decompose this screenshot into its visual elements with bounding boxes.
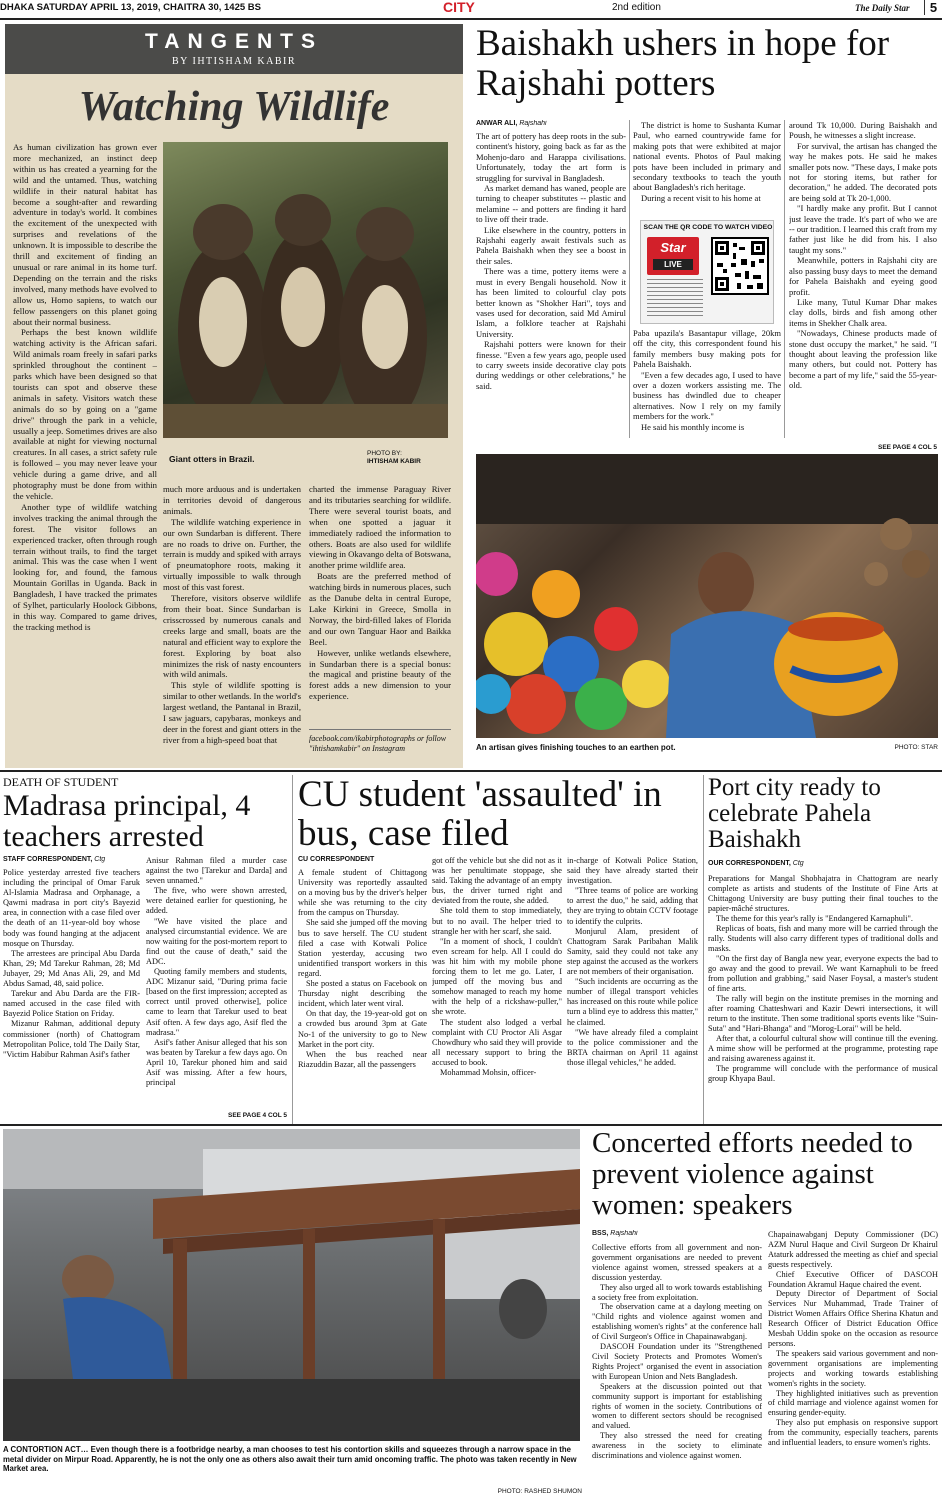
paragraph: However, unlike wetlands elsewhere, in Sundarban there is a special bonus: the magical and pristine beauty of the forest adds a new dimension to your experience.: [309, 647, 451, 702]
artisan-credit: PHOTO: STAR: [894, 744, 938, 751]
contortion-illustration: [3, 1129, 580, 1441]
paragraph: The student also lodged a verbal complaint with CU Proctor Ali Asgar Chowdhury who said they will provide all necessary support to bring the accused to book.: [432, 1017, 562, 1067]
page-number: 5: [924, 0, 942, 15]
baishakh-headline: Baishakh ushers in hope for Rajshahi potters: [476, 24, 890, 104]
tangents-byline: BY IHTISHAM KABIR: [171, 56, 297, 67]
baishakh-col2-top: [633, 120, 781, 216]
madrasa-kicker: DEATH OF STUDENT: [3, 775, 119, 789]
qr-title: SCAN THE QR CODE TO WATCH VIDEO: [643, 224, 773, 231]
paragraph: There was a time, pottery items were a must in every Bengali household. Now it has been limited to colourful clay pots better known as "Shokher Hari", toys and vases used for decoration, said Md Amirul Islam, a folklore teacher at Rajshahi University.: [476, 266, 626, 339]
paragraph: This style of wildlife spotting is similar to other wetlands. In the world's largest wetland, the Pantanal in Brazil, I saw jaguars, capybaras, monkeys and deer in the forest and giant otters in the river from a high-speed boat that: [163, 680, 301, 745]
otters-credit-name: IHTISHAM KABIR: [367, 458, 421, 465]
byline-place: Rajshahi: [519, 120, 547, 127]
cu-col1: [298, 868, 427, 1126]
paragraph: She told them to stop immediately, but to no avail. The helper tried to strangle her with her scarf, she said.: [432, 906, 562, 936]
paragraph: As human civilization has grown ever more mechanized, an instinct deep within us has created a yearning for the wild and the untamed. Thus, watching wildlife in their natural habitat has become a sought-after and rewarding adventure in today's world. It combines the excitement of the unexpected with surprises and revelations of the unknown. It is impossible to describe the thrill and excitement of finding an unusual or rare animal in its home turf. Depending on the terrain and the risks involved, many methods have evolved to allow us, Homo sapiens, to watch our fellow passengers on this planet going about their normal business.: [13, 142, 157, 327]
paragraph: Like many, Tutul Kumar Dhar makes clay dolls, birds and fish among other items in Shekher Chalk area.: [789, 296, 937, 328]
paragraph: Collective efforts from all government and non-government organisations are needed to prevent violence against women, stressed speakers at a discussion yesterday.: [592, 1243, 762, 1282]
paragraph: The rally will begin on the institute premises in the morning and after roaming Chatteshwari and Kazir Dewri intersections, it will return to the institute. Then some traditional sports events like "Suin-Suta" and "Hari-Bhanga" and "Morog-Lorai" will be held.: [708, 994, 938, 1033]
live-logo-text: LIVE: [653, 259, 693, 270]
paragraph: much more arduous and is undertaken in territories devoid of dangerous animals.: [163, 484, 301, 516]
paragraph: Quoting family members and students, ADC Mizanur said, "During prima facie [based on the first impression; accepted as correct until proved otherwise], police came to learn that Tarekur used to beat Asif often. A few days ago, Asif fled the madrasa.": [146, 967, 287, 1037]
qr-instructions-lines: [647, 279, 703, 319]
column-rule: [703, 775, 704, 1125]
masthead-rule: [0, 18, 942, 20]
paragraph: around Tk 10,000. During Baishakh and Poush, he witnesses a slight increase.: [789, 120, 937, 141]
column-rule: [629, 120, 630, 438]
byline-name: BSS,: [592, 1230, 609, 1237]
cu-byline: CU CORRESPONDENT: [298, 856, 375, 863]
contortion-credit: PHOTO: RASHED SHUMON: [497, 1488, 582, 1495]
paragraph: Meanwhile, potters in Rajshahi city are also passing busy days to meet the demand for Pahela Baishakh and eyeing good profit.: [789, 255, 937, 297]
paragraph: A female student of Chittagong University was reportedly assaulted on a moving bus by the driver's helper while she was returning to the city from the campus on Thursday.: [298, 868, 427, 918]
baishakh-col3: [789, 120, 937, 440]
paragraph: As market demand has waned, people are turning to cheaper substitutes -- plastic and melamine -- and potters are finding it hard to live off their trade.: [476, 183, 626, 225]
tangents-footer-rule: [309, 729, 451, 730]
paragraph: Speakers at the discussion pointed out that community support is important for establishing rights of women in the society. Contributions of women to different sectors should be recognised and valued.: [592, 1381, 762, 1431]
paragraph: They also put emphasis on responsive support from the community, especially teachers, parents and influential leaders, to ensure women's rights.: [768, 1418, 938, 1448]
paragraph: Monjurul Alam, president of Chattogram Sarak Paribahan Malik Samity, said they could not take any step against the accused as the workers are not members of their organisation.: [567, 926, 698, 977]
paragraph: DASCOH Foundation under its "Strengthened Civil Society Protects and Promotes Women's Rights Project" organised the event in association with European Union and Nets Bangladesh.: [592, 1342, 762, 1381]
otters-credit-label: PHOTO BY:: [367, 450, 402, 457]
paragraph: Mizanur Rahman, additional deputy commissioner (north) of Chattogram Metropolitan Police, told The Daily Star, "Victim Habibur Rahman Asif's father: [3, 1019, 140, 1059]
paragraph: charted the immense Paraguay River and its tributaries searching for wildlife. There were several tourist boats, and when one spotted a jaguar it immediately radioed the information to others. Boats are also used for wildlife viewing in Okavango delta of Botswana, another prime wildlife area.: [309, 484, 451, 571]
baishakh-col1: [476, 131, 626, 437]
byline-place: Ctg: [792, 860, 804, 867]
paragraph: The programme will conclude with the performance of musical group Khyapa Baul.: [708, 1064, 938, 1083]
star-logo-text: Star: [660, 240, 686, 255]
artisan-photo: [476, 454, 938, 738]
concerted-byline: [592, 1230, 742, 1237]
contortion-caption: A CONTORTION ACT… Even though there is a footbridge nearby, a man chooses to test his contortion skills and squeezes through a narrow space in the metal divider on Mirpur Road. Apparently, he is not the only one as others also await their turn amid oncoming traffic. The photo was taken recently in New Market area.: [3, 1445, 577, 1474]
byline-place: Rajshahi: [610, 1230, 638, 1237]
paragraph: Replicas of boats, fish and many more will be carried through the rally. Students will also carry different types of traditional dolls and masks.: [708, 924, 938, 953]
paragraph: Therefore, visitors observe wildlife from their boat. Since Sundarban is crisscrossed by numerous canals and creeks large and small, boats are the natural and efficient way to explore the forest. Exploring by boat also minimizes the risk of nasty encounters with wild animals.: [163, 593, 301, 680]
contortion-photo: [3, 1129, 580, 1441]
concerted-col2: [768, 1230, 938, 1500]
artisan-caption: An artisan gives finishing touches to an earthen pot.: [476, 743, 676, 752]
otter-illustration: [163, 142, 448, 438]
paragraph: The observation came at a daylong meeting on "Child rights and violence against women and establishing women's rights" at the conference hall of Civil Surgeon's Office in Chapainawabganj.: [592, 1302, 762, 1342]
paragraph: "Nowadays, Chinese products made of stone dust occupy the market," he said. "I thought about leaving the profession like many others, but could not. Pottery has become a part of my life," said the 55-year-old.: [789, 328, 937, 391]
paragraph: in-charge of Kotwali Police Station, said they have already started their investigation.: [567, 856, 698, 886]
paragraph: "We have visited the place and analysed circumstantial evidence. We are now waiting for the post-mortem report to find out the cause of death," said the ADC.: [146, 916, 287, 966]
paragraph: Paba upazila's Basantapur village, 20km off the city, this correspondent found his family members busy making pots for Pahela Baishakh.: [633, 328, 781, 370]
baishakh-col2-bottom: [633, 328, 781, 438]
paragraph: The art of pottery has deep roots in the sub-continent's history, going back as far as the Mohenjo-daro and Harappa civilisations. Unfortunately, today the art form is struggling for survival in Bangladesh.: [476, 131, 626, 183]
tangents-col3: [309, 484, 451, 722]
port-col1: [708, 874, 938, 1126]
paragraph: Deputy Director of Department of Social Services Nur Muhammad, Trade Trainer of District Women Affairs Office Sherina Khatun and Research Officer of District Education Office Mesbah Uddin spoke on the occasion as resource persons.: [768, 1289, 938, 1348]
paragraph: After that, a colourful cultural show will continue till the evening. A mime show will be performed at the programme, protesting rape and raising awareness against it.: [708, 1034, 938, 1063]
madrasa-col1: [3, 868, 140, 1118]
otters-caption: Giant otters in Brazil.: [169, 454, 255, 464]
paragraph: Chief Executive Officer of DASCOH Foundation Akramul Haque chaired the event.: [768, 1269, 938, 1289]
column-rule: [784, 120, 785, 438]
cu-col2: [432, 856, 562, 1126]
paragraph: Like elsewhere in the country, potters in Rajshahi eagerly await festivals such as Pahela Baishakh when they see a boost in their sales.: [476, 224, 626, 266]
qr-promo-box[interactable]: [640, 220, 774, 324]
madrasa-byline: [3, 856, 153, 863]
paragraph: Another type of wildlife watching involves tracking the animal through the forest. The visitor follows an experienced tracker, often through rough terrain without trails, to find the target animal. This was the case when I went looking for, and found, the famous Mountain Gorillas in Uganda. Back in Bangladesh, I have tracked the primates of Sylhet, particularly Hoolock Gibbons, in this way. Compared to game drives, the tracking method is: [13, 501, 157, 632]
paragraph: She said she jumped off the moving bus to save herself. The CU student filed a case with Kotwali Police Station yesterday, accusing two unidentified transport workers in this regard.: [298, 918, 427, 978]
paragraph: Perhaps the best known wildlife watching activity is the African safari. Wild animals roam freely in safari parks sprinkled throughout the continent – parks which have been designed so that tourists can spot and observe these animals in safety. Visitors watch these animals do so by going on a "game drive" through the park in a vehicle, usually a jeep. Sometimes drives are also available at night for viewing nocturnal creatures. In all cases, a strict safety rule is followed – you may never leave your vehicle during a game drive, and all photography must be done from within the vehicle.: [13, 327, 157, 501]
concerted-col1: [592, 1243, 762, 1500]
paragraph: "Even a few decades ago, I used to have over a dozen workers assisting me. The business has dwindled due to cheaper alternatives. Now I rely on my family members for the work.": [633, 369, 781, 422]
section-rule: [0, 770, 942, 772]
paragraph: Tarekur and Abu Darda are the FIR-named accused in the case filed with Bayezid Police Station on Friday.: [3, 989, 140, 1019]
cu-headline: CU student 'assaulted' in bus, case filed: [298, 775, 662, 853]
byline-place: Ctg: [94, 856, 106, 863]
byline-name: STAFF CORRESPONDENT,: [3, 856, 93, 863]
paragraph: When the bus reached near Riazuddin Bazar, all the passengers: [298, 1049, 427, 1069]
byline-name: OUR CORRESPONDENT,: [708, 860, 791, 867]
paragraph: The arrestees are principal Abu Darda Khan, 29; Md Tarekur Rahman, 28; Md Jubayer, 29; Md Anas Ali, 29, and Md Abdus Samad, 48, said police.: [3, 948, 140, 989]
paragraph: During a recent visit to his home at: [641, 192, 761, 203]
madrasa-jump[interactable]: SEE PAGE 4 COL 5: [227, 1112, 287, 1119]
baishakh-byline: [476, 120, 626, 127]
paragraph: The district is home to Sushanta Kumar Paul, who earned countrywide fame for making pots that were exhibited at major national events. Photos of Paul making pots have been included in primary and secondary textbooks to teach the youth about Bangladesh's rich heritage.: [633, 120, 781, 193]
madrasa-col2: [146, 856, 287, 1108]
tangents-box: [5, 24, 463, 768]
paragraph: Police yesterday arrested five teachers including the principal of Omar Faruk Al-Islamia Madrasa and Orphanage, a Qawmi madrasa in port city's Bayezid area, in connection with a case filed over the death of an 11-year-old boy whose body was found hanging at the adjacent mosque on Thursday.: [3, 868, 140, 948]
artisan-illustration: [476, 454, 938, 738]
paragraph: "Such incidents are occurring as the number of illegal transport vehicles has increased on this route while police turn a blind eye to address this matter," he claimed.: [567, 977, 698, 1027]
paragraph: "In a moment of shock, I couldn't even scream for help. All I could do was hit him with my mobile phone forcing them to let me go. Later, I jumped off the moving bus and somehow managed to reach my home with the help of a rickshaw-puller," she wrote.: [432, 936, 562, 1017]
paragraph: The speakers said various government and non-government organisations are implementing projects and working towards establishing women's rights in the society.: [768, 1348, 938, 1388]
paragraph: got off the vehicle but she did not as it was her penultimate stoppage, she said. Taking the advantage of an empty bus, the driver turned right and deviated from the route, she added.: [432, 856, 562, 906]
port-headline: Port city ready to celebrate Pahela Baishakh: [708, 775, 881, 853]
paragraph: For survival, the artisan has changed the way he makes pots. He said he makes smaller pots now. "These days, I make pots not for storing items, but rather for decoration," he added. The decorated pots are being sold at Tk 20-1,000.: [789, 140, 937, 203]
star-live-logo: [647, 237, 699, 275]
tangents-headline: Watching Wildlife: [78, 84, 390, 130]
madrasa-headline: Madrasa principal, 4 teachers arrested: [3, 790, 251, 852]
paragraph: Mohammad Mohsin, officer-: [440, 1067, 537, 1077]
paragraph: She posted a status on Facebook on Thursday night describing the incident, which later went viral.: [298, 979, 427, 1009]
edition-label: 2nd edition: [612, 2, 661, 13]
tangents-footer: facebook.com/ikabirphotographs or follow "ihtishamkabir" on Instagram: [309, 734, 447, 753]
tangents-col2: [163, 484, 301, 760]
baishakh-jump[interactable]: SEE PAGE 4 COL 5: [877, 444, 937, 451]
paragraph: The theme for this year's rally is "Endangered Karnaphuli".: [716, 914, 913, 923]
concerted-headline: Concerted efforts needed to prevent violence against women: speakers: [592, 1128, 913, 1221]
paragraph: "I hardly make any profit. But I cannot just leave the trade. It's part of who we are -- our tradition. I learned this craft from my father just like he did from his. I also taught my sons.": [789, 203, 937, 255]
paragraph: They also stressed the need for creating awareness in the society to eliminate discriminations and violence against women.: [592, 1431, 762, 1461]
paragraph: They highlighted initiatives such as prevention of child marriage and violence against women for ensuring gender-equity.: [768, 1388, 938, 1418]
column-rule: [292, 775, 293, 1125]
paragraph: "Three teams of police are working to arrest the duo," he said, adding that they are trying to obtain CCTV footage to identify the culprits.: [567, 886, 698, 926]
paragraph: The wildlife watching experience in our own Sundarban is different. There are no roads to drive on. Further, the terrain is muddy and spiked with arrays of pneumatophore roots, making it virtually impossible to walk through most of this vast forest.: [163, 516, 301, 593]
tangents-col1: [13, 142, 157, 760]
section-rule: [0, 1124, 942, 1126]
masthead: [0, 0, 942, 18]
cu-col3: [567, 856, 698, 1126]
paragraph: Preparations for Mangal Shobhajatra in Chattogram are nearly complete as artists and students of the Institute of Fine Arts at Chittagong University are busy putting their final touches to the papier-mâché structures.: [708, 874, 938, 913]
paragraph: They also urged all to work towards establishing a society free from exploitation.: [592, 1282, 762, 1302]
paragraph: He said his monthly income is: [641, 421, 745, 432]
section-label: CITY: [443, 0, 475, 15]
otters-photo: [163, 142, 448, 438]
paragraph: Anisur Rahman filed a murder case against the two [Tarekur and Darda] and seven unnamed.": [146, 856, 287, 886]
paragraph: Rajshahi potters were known for their finesse. "Even a few years ago, people used to carry sweets inside decorative clay pots during weddings or other celebrations," he said.: [476, 339, 626, 391]
tangents-kicker: TANGENTS: [145, 30, 323, 53]
paragraph: "On the first day of Bangla new year, everyone expects the bad to go away and the good to prevail. We want Karnaphuli to be freed from pollution and grabbing," said Naser Foysal, a master's student of fine arts.: [708, 954, 938, 993]
paragraph: Asif's father Anisur alleged that his son was beaten by Tarekur a few days ago. On April 10, Tarekur phoned him and said Asif was missing. After a few hours, principal: [146, 1037, 287, 1088]
paragraph: "We have already filed a complaint to the police commissioner and the BRTA chairman on April 11 against those illegal vehicles," he added.: [567, 1027, 698, 1067]
qr-code[interactable]: [711, 237, 769, 295]
dateline: DHAKA SATURDAY APRIL 13, 2019, CHAITRA 30, 1425 BS: [0, 2, 261, 13]
newspaper-logo: The Daily Star: [855, 3, 910, 13]
paragraph: Chapainawabganj Deputy Commissioner (DC) AZM Nurul Haque and Civil Surgeon Dr Khairul Ataturk addressed the meeting as chief and special guests respectively.: [768, 1230, 938, 1269]
port-byline: [708, 860, 858, 867]
paragraph: Boats are the preferred method of watching birds in numerous places, such as the Danube delta in central Europe, Lake Kirkini in Greece, Smolla in Norway, the bird-filled lakes of Florida and our own Tanguar Haor and Baikka Beel.: [309, 571, 451, 647]
byline-name: ANWAR ALI,: [476, 120, 518, 127]
paragraph: The five, who were shown arrested, were detained earlier for questioning, he added.: [146, 886, 287, 916]
paragraph: On that day, the 19-year-old got on a crowded bus around 3pm at Gate No-1 of the university to go to New Market in the port city.: [298, 1009, 427, 1049]
